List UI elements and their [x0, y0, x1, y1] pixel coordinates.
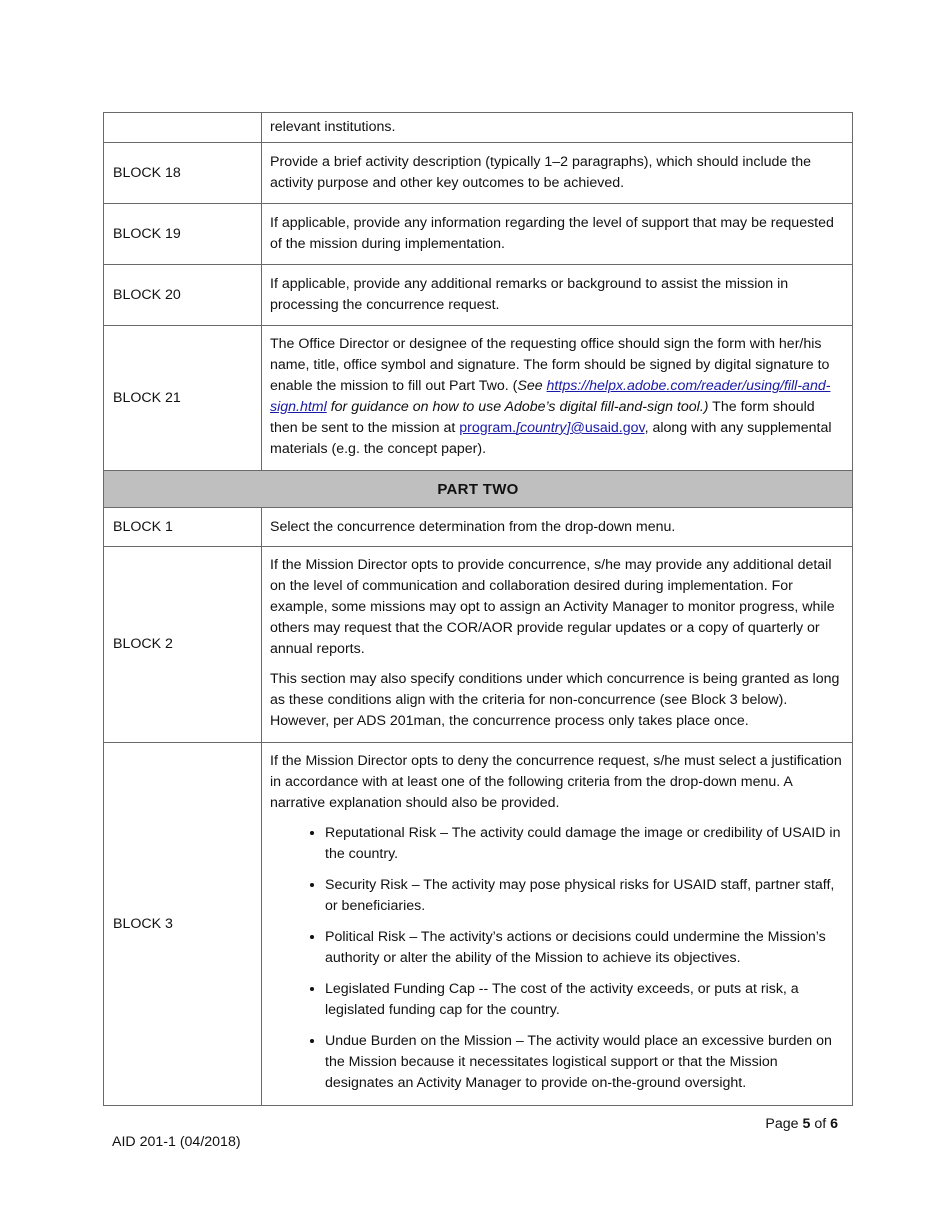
- list-item: • Political Risk – The activity’s actions or decisions could undermine the Mission’s authority or alter the ability of the Mission to achieve its objectives.: [325, 927, 844, 969]
- block-label-empty: [104, 113, 262, 143]
- paragraph: This section may also specify conditions under which concurrence is being granted as long as these conditions align with the criteria for non-concurrence (see Block 3 below). However, per ADS 201man, the concurrence process only takes place once.: [270, 671, 840, 729]
- block-21-text-b: The form should then be sent to the mission at: [270, 399, 815, 436]
- table-row: [104, 547, 853, 743]
- block-21-text-a: The Office Director or designee of the requesting office should sign the form with her/his name, title, office symbol and signature. The form should be signed by digital signature to enable the mission to fill out Part Two. (: [270, 336, 830, 394]
- block-text: relevant institutions.: [262, 113, 853, 143]
- mission-email-link[interactable]: [459, 420, 644, 436]
- list-item: • Undue Burden on the Mission – The activity would place an excessive burden on the Mission because it necessitates logistical support or that the Mission designates an Activity Manager to provide on-the-ground oversight.: [325, 1031, 844, 1094]
- table-row: [104, 743, 853, 1106]
- block-text: Provide a brief activity description (typically 1–2 paragraphs), which should include the activity purpose and other key outcomes to be achieved.: [262, 143, 853, 204]
- email-part: program.: [459, 420, 517, 436]
- block-label: BLOCK 20: [104, 265, 262, 326]
- table-row: [104, 471, 853, 508]
- block-label: BLOCK 3: [104, 743, 262, 1106]
- criteria-list: [270, 823, 844, 1094]
- of-word: of: [810, 1116, 831, 1132]
- list-item: • Security Risk – The activity may pose physical risks for USAID staff, partner staff, or beneficiaries.: [325, 875, 844, 917]
- paragraph: If the Mission Director opts to deny the concurrence request, s/he must select a justification in accordance with at least one of the following criteria from the drop-down menu. A narrative explanation should also be provided.: [270, 753, 842, 811]
- instructions-table: [103, 112, 853, 1106]
- block-label: BLOCK 19: [104, 204, 262, 265]
- page-word: Page: [765, 1116, 803, 1132]
- block-label: BLOCK 2: [104, 547, 262, 743]
- paragraph: If the Mission Director opts to provide concurrence, s/he may provide any additional detail on the level of communication and collaboration desired during implementation. For example, some missions may opt to assign an Activity Manager to monitor progress, while others may request that the COR/AOR provide regular updates or a copy of quarterly or annual reports.: [270, 557, 835, 657]
- block-label: BLOCK 18: [104, 143, 262, 204]
- block-text: [262, 743, 853, 1106]
- list-item: • Legislated Funding Cap -- The cost of the activity exceeds, or puts at risk, a legislated funding cap for the country.: [325, 979, 844, 1021]
- email-part-country: [country]: [516, 420, 571, 436]
- block-text: [262, 326, 853, 471]
- section-header-part-two: PART TWO: [104, 471, 853, 508]
- table-row: [104, 204, 853, 265]
- page-current: 5: [802, 1116, 811, 1132]
- table-row: [104, 265, 853, 326]
- block-text: [262, 547, 853, 743]
- form-id: AID 201-1 (04/2018): [112, 1134, 241, 1150]
- block-21-text-c: , along with any supplemental materials (e.g. the concept paper).: [270, 420, 832, 457]
- adobe-help-link[interactable]: https://helpx.adobe.com/reader/using/fill-and-sign.html: [270, 378, 831, 415]
- block-text: If applicable, provide any additional remarks or background to assist the mission in processing the concurrence request.: [262, 265, 853, 326]
- email-part: @usaid.gov: [570, 420, 645, 436]
- table-row: [104, 113, 853, 143]
- block-label: BLOCK 21: [104, 326, 262, 471]
- page-number: [765, 1116, 838, 1132]
- page-total: 6: [830, 1116, 838, 1132]
- block-label: BLOCK 1: [104, 508, 262, 547]
- block-21-guidance: for guidance on how to use Adobe’s digital fill-and-sign tool.): [326, 399, 709, 415]
- list-item: • Reputational Risk – The activity could damage the image or credibility of USAID in the country.: [325, 823, 844, 865]
- block-text: If applicable, provide any information regarding the level of support that may be requested of the mission during implementation.: [262, 204, 853, 265]
- table-row: [104, 143, 853, 204]
- block-21-see: See: [517, 378, 547, 394]
- table-row: [104, 508, 853, 547]
- block-text: Select the concurrence determination from the drop-down menu.: [262, 508, 853, 547]
- table-row: [104, 326, 853, 471]
